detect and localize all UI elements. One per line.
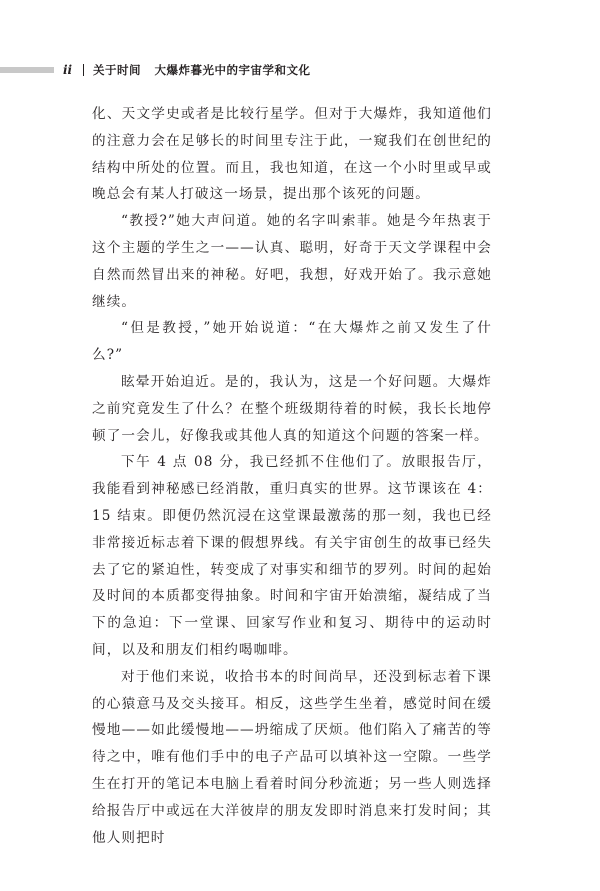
paragraph: 对于他们来说，收拾书本的时间尚早，还没到标志着下课的心猿意马及交头接耳。相反，这些学生坐着，感觉时间在缓慢地——如此缓慢地——坍缩成了厌烦。他们陷入了痛苦的等待之中，唯有他们手中的电子产品可以填补这一空隙。一些学生在打开的笔记本电脑上看着时间分秒流逝；另一些人则选择给报告厅中或远在大洋彼岸的朋友发即时消息来打发时间；其他人则把时 (92, 668, 492, 846)
running-header (0, 62, 600, 78)
paragraph: 化、天文学史或者是比较行星学。但对于大爆炸，我知道他们的注意力会在足够长的时间里专注于此，一窥我们在创世纪的结构中所处的位置。而且，我也知道，在这一个小时里或早或晚总会有某人打破这一场景，提出那个该死的问题。 (92, 106, 492, 203)
page-number: ii (63, 63, 73, 77)
header-separator (83, 64, 84, 76)
paragraph: “但是教授，”她开始说道：“在大爆炸之前又发生了什么?” (92, 320, 492, 364)
header-decorative-bar (0, 67, 54, 73)
paragraph: “教授?”她大声问道。她的名字叫索菲。她是今年热衷于这个主题的学生之一——认真、聪明，好奇于天文学课程中会自然而然冒出来的神秘。好吧，我想，好戏开始了。我示意她继续。 (92, 213, 492, 310)
paragraph: 下午 4 点 08 分，我已经抓不住他们了。放眼报告厅，我能看到神秘感已经消散，重归真实的世界。这节课该在 4：15 结束。即便仍然沉浸在这堂课最激荡的那一刻，我也已经非常接近标志着下课的假想界线。有关宇宙创生的故事已经失去了它的紧迫性，转变成了对事实和细节的罗列。时间的起始及时间的本质都变得抽象。时间和宇宙开始溃缩，凝结成了当下的急迫：下一堂课、回家写作业和复习、期待中的运动时间，以及和朋友们相约喝咖啡。 (92, 454, 492, 658)
book-title: 关于时间 大爆炸暮光中的宇宙学和文化 (93, 63, 311, 77)
body-text (92, 101, 492, 851)
paragraph: 眩晕开始迫近。是的，我认为，这是一个好问题。大爆炸之前究竟发生了什么？在整个班级期待着的时候，我长长地停顿了一会儿，好像我或其他人真的知道这个问题的答案一样。 (92, 373, 492, 444)
